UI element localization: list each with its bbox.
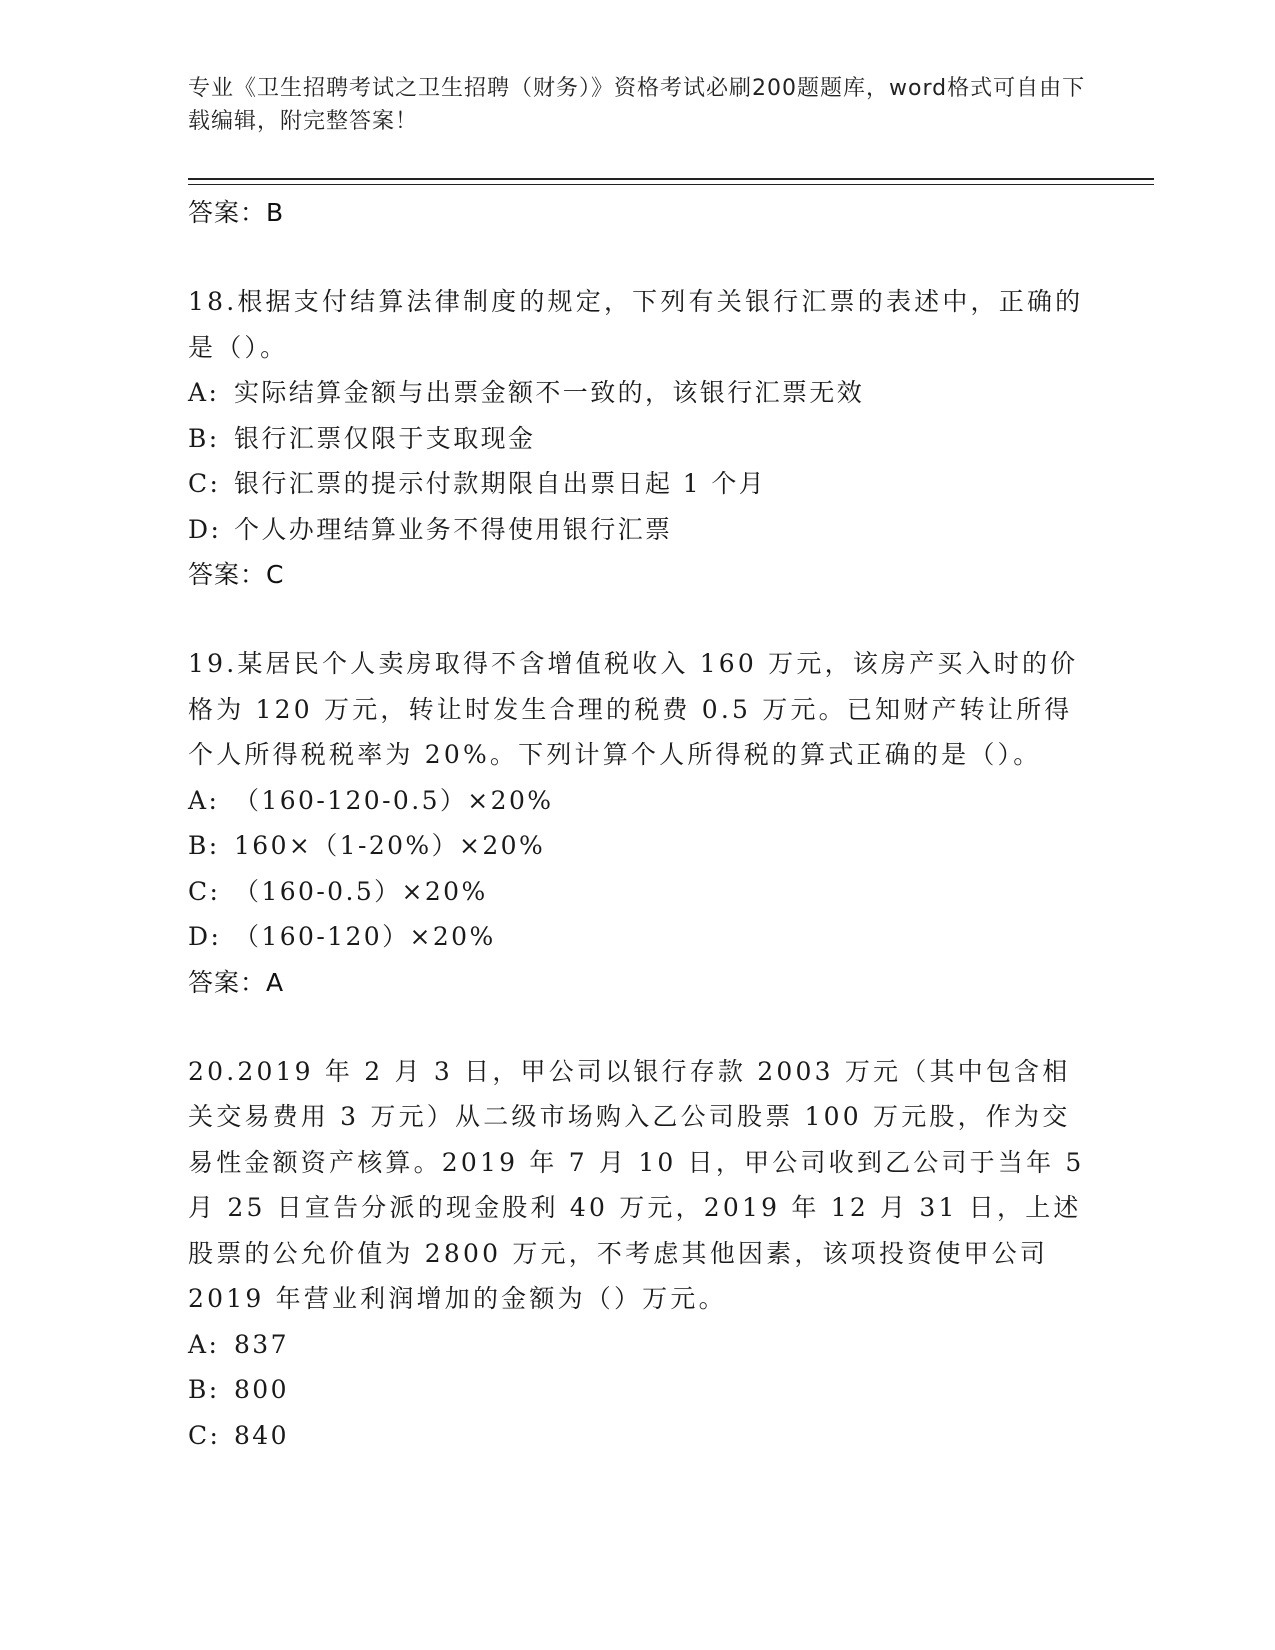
header-rule-thick (188, 178, 1154, 180)
option-text: 800 (234, 1375, 289, 1404)
option-c (188, 1413, 1088, 1459)
option-b (188, 416, 1088, 462)
header-rule-thin (188, 184, 1154, 185)
option-c (188, 461, 1088, 507)
option-text: （160-120-0.5）×20% (234, 785, 554, 815)
document-header: 专业《卫生招聘考试之卫生招聘（财务）》资格考试必刷200题题库，word格式可自由下载编辑，附完整答案！ (188, 76, 1086, 134)
option-letter: C: (188, 876, 221, 906)
option-c (188, 869, 1088, 915)
question-stem: 18.根据支付结算法律制度的规定，下列有关银行汇票的表述中，正确的是（）。 (188, 287, 1084, 362)
option-text: （160-120）×20% (234, 922, 496, 951)
question-20 (188, 1049, 1088, 1459)
option-letter: A: (188, 1329, 220, 1359)
option-letter: C: (188, 1420, 221, 1450)
option-text: 银行汇票仅限于支取现金 (234, 423, 536, 453)
question-answer: 答案：C (188, 560, 285, 589)
option-letter: B: (188, 423, 220, 453)
question-answer: 答案：A (188, 967, 285, 997)
option-text: 个人办理结算业务不得使用银行汇票 (234, 514, 673, 544)
option-b (188, 1367, 1088, 1413)
option-a (188, 1322, 1088, 1368)
option-text: 银行汇票的提示付款期限自出票日起 1 个月 (234, 469, 767, 498)
option-letter: C: (188, 469, 221, 498)
option-b (188, 823, 1088, 869)
option-letter: A: (188, 785, 220, 815)
question-19 (188, 641, 1088, 1006)
question-stem: 19.某居民个人卖房取得不含增值税收入 160 万元，该房产买入时的价格为 120 万元，转让时发生合理的税费 0.5 万元。已知财产转让所得个人所得税税率为 20%。下列计算个人所得税的算式正确的是（）。 (188, 649, 1079, 769)
option-letter: D: (188, 514, 222, 544)
option-letter: D: (188, 922, 222, 951)
option-text: （160-0.5）×20% (234, 876, 488, 906)
option-d (188, 507, 1088, 553)
option-a (188, 370, 1088, 416)
option-text: 840 (234, 1420, 289, 1450)
option-d (188, 914, 1088, 960)
option-text: 实际结算金额与出票金额不一致的，该银行汇票无效 (234, 378, 865, 407)
document-body (188, 190, 1088, 1458)
previous-answer: 答案：B (188, 198, 285, 227)
option-text: 837 (234, 1329, 289, 1359)
option-letter: B: (188, 831, 220, 860)
option-text: 160×（1-20%）×20% (234, 831, 546, 860)
option-letter: A: (188, 378, 220, 407)
option-letter: B: (188, 1375, 220, 1404)
question-stem: 20.2019 年 2 月 3 日，甲公司以银行存款 2003 万元（其中包含相关交易费用 3 万元）从二级市场购入乙公司股票 100 万元股，作为交易性金额资产核算。2019 年 7 月 10 日，甲公司收到乙公司于当年 5 月 25 日宣告分派的现金股利 40 万元，2019 年 12 月 31 日，上述股票的公允价值为 2800 万元，不考虑其他因素，该项投资使甲公司 2019 年营业利润增加的金额为（）万元。 (188, 1056, 1085, 1313)
question-18 (188, 279, 1088, 598)
option-a (188, 778, 1088, 824)
